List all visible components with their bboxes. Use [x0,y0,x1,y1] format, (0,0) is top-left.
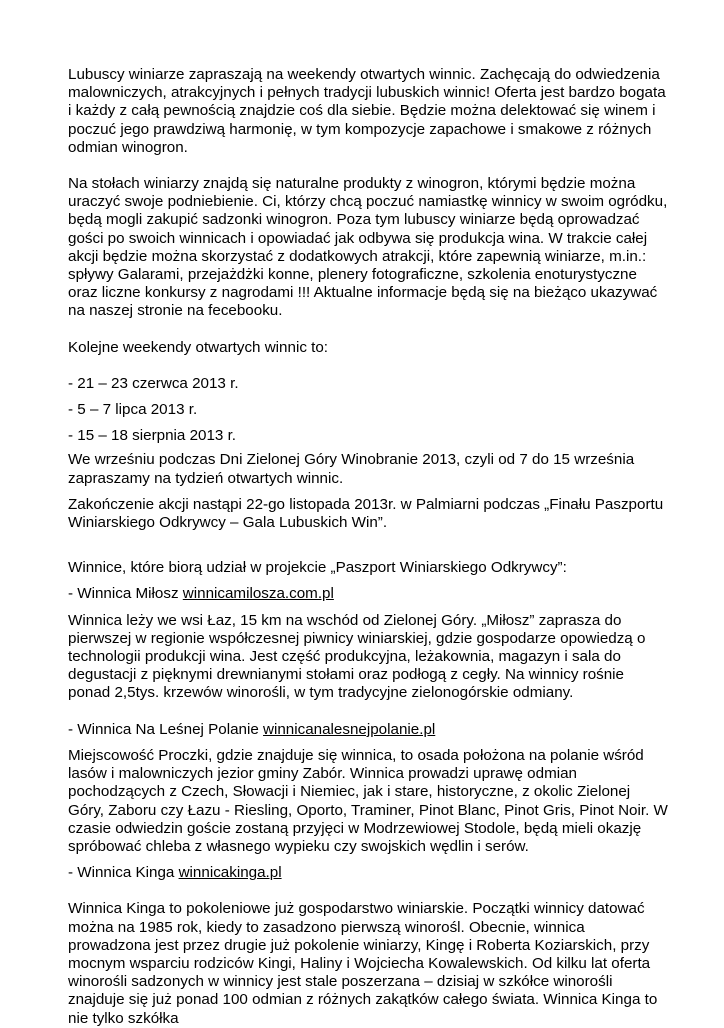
document-page [68,66,668,1028]
winery-lesna-link[interactable]: winnicanalesnejpolanie.pl [263,720,436,738]
weekends-heading: Kolejne weekendy otwartych winnic to: [68,338,329,356]
winery-kinga-description: Winnica Kinga to pokoleniowe już gospodarstwo winiarskie. Początki winnicy datować można na 1985 rok, kiedy to zasadzono pierwszą winorośl. Obecnie, winnica prowadzona jest przez drugie już pokolenie winiarzy, Kingę i Roberta Koziarskich, przy mocnym wsparciu rodziców Kingi, Haliny i Wojciecha Kowalewskich. Od kilku lat oferta winorośli sadzonych w winnicy jest stale poszerzana – dzisiaj w szkółce winorośli znajduje się już ponad 100 odmian z różnych zakątków całego świata. Winnica Kinga to nie tylko szkółka [68,900,658,1027]
ending-paragraph: Zakończenie akcji nastąpi 22-go listopada 2013r. w Palmiarni podczas „Finału Paszportu Winiarskiego Odkrywcy – Gala Lubuskich Win”. [68,495,664,532]
winery-kinga-heading [68,864,668,882]
winery-lesna-name: - Winnica Na Leśnej Polanie [68,720,264,738]
winery-milosz-heading [68,585,668,603]
participants-heading: Winnice, które biorą udział w projekcie „Paszport Winiarskiego Odkrywcy”: [68,559,567,577]
september-paragraph: We wrześniu podczas Dni Zielonej Góry Winobranie 2013, czyli od 7 do 15 września zapraszamy na tydzień otwartych winnic. [68,451,635,487]
winery-milosz-link[interactable]: winnicamilosza.com.pl [182,585,334,603]
winery-lesna-description: Miejscowość Proczki, gdzie znajduje się winnica, to osada położona na polanie wśród lasów i malowniczych jezior gminy Zabór. Winnica prowadzi uprawę odmian pochodzących z Czech, Słowacji i Niemiec, jak i stare, historyczne, z okolic Zielonej Góry, Zaboru czy Łazu - Riesling, Oporto, Traminer, Pinot Blanc, Pinot Gris, Pinot Noir. W czasie odwiedzin goście zostaną przyjęci w Modrzewiowej Stodole, będą mieli okazję spróbować chleba z własnego wypieku czy swojskich wędlin i serów. [68,746,668,855]
winery-milosz-description: Winnica leży we wsi Łaz, 15 km na wschód od Zielonej Góry. „Miłosz” zaprasza do pierwszej w regionie współczesnej piwnicy winiarskiej, gdzie gospodarze opowiedzą o technologii produkcji wina. Jest część produkcyjna, leżakownia, magazyn i sala do degustacji z pięknymi drewnianymi stołami oraz podłogą z cegły. Na winnicy rośnie ponad 2,5tys. krzewów winorośli, w tym tradycyjne zielonogórskie odmiany. [68,611,646,702]
winery-milosz-name: - Winnica Miłosz [68,585,183,603]
date-item-3: - 15 – 18 sierpnia 2013 r. [68,427,237,445]
intro-paragraph-2: Na stołach winiarzy znajdą się naturalne produkty z winogron, którymi będzie można uraczyć swoje podniebienie. Ci, którzy chcą poczuć namiastkę winnicy w swoim ogródku, będą mogli zakupić sadzonki winogron. Poza tym lubuscy winiarze będą oprowadzać gości po swoich winnicach i opowiadać jak odbywa się produkcja wina. W trakcie całej akcji będzie można skorzystać z dodatkowych atrakcji, które zapewnią winiarze, m.in.: spływy Galarami, przejażdżki konne, plenery fotograficzne, szkolenia enoturystyczne oraz liczne konkursy z nagrodami !!! Aktualne informacje będą się na bieżąco ukazywać na naszej stronie na fecebooku. [68,175,668,320]
winery-lesna-heading [68,721,668,739]
date-item-1: - 21 – 23 czerwca 2013 r. [68,374,239,392]
intro-paragraph-1: Lubuscy winiarze zapraszają na weekendy otwartych winnic. Zachęcają do odwiedzenia malowniczych, atrakcyjnych i pełnych tradycji lubuskich winnic! Oferta jest bardzo bogata i każdy z całą pewnością znajdzie coś dla siebie. Będzie można delektować się winem i poczuć jego prawdziwą harmonię, w tym kompozycje zapachowe i smakowe z różnych odmian winogron. [68,66,666,156]
winery-kinga-name: - Winnica Kinga [68,864,179,882]
winery-kinga-link[interactable]: winnicakinga.pl [178,864,282,882]
date-item-2: - 5 – 7 lipca 2013 r. [68,401,198,419]
